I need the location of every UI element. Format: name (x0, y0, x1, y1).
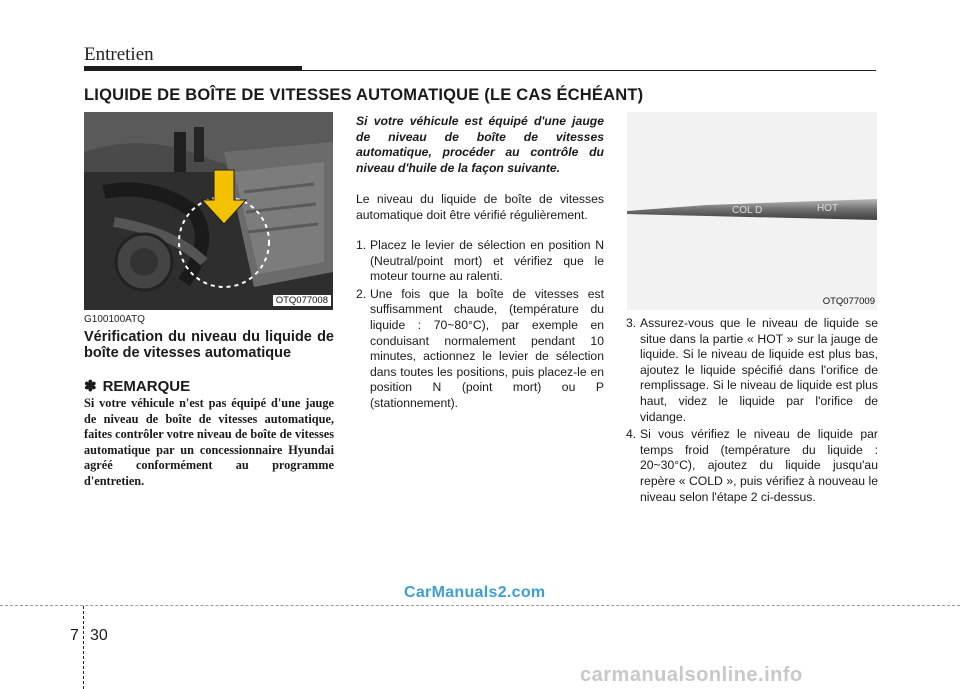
footer-divider (0, 605, 960, 606)
step-number: 2. (356, 286, 367, 301)
note-body: Si votre véhicule n'est pas équipé d'une jauge de niveau de boîte de vitesses automatique, faites contrôler votre niveau de boîte de vitesses automatique par un concessionnaire Hyundai agréé conformément au programme d'entretien. (84, 396, 334, 488)
steps-list-1 (356, 238, 604, 414)
subheading: Vérification du niveau du liquide de boîte de vitesses automatique (84, 329, 334, 361)
list-item (626, 427, 878, 505)
step-text: Assurez-vous que le niveau de liquide se situe dans la partie « HOT » sur la jauge de liquide. Si le niveau de liquide est plus bas, ajoutez le liquide spécifié dans l'orifice de remplissage. Si le niveau de liquide est plus haut, videz le liquide par l'orifice de vidange. (640, 316, 878, 424)
chapter-number: 7 (70, 627, 79, 644)
footer-watermark: carmanualsonline.info (580, 664, 803, 686)
photo-caption-wrap (84, 295, 333, 309)
body-paragraph: Le niveau du liquide de boîte de vitesses automatique doit être vérifié régulièrement. (356, 192, 604, 222)
step-text: Si vous vérifiez le niveau de liquide par temps froid (température du liquide : 20~30°C), ajoutez du liquide jusqu'au repère « COLD », puis vérifiez à nouveau le niveau selon l'étape 2 ci-dessus. (640, 427, 878, 504)
dipstick-drawing (627, 112, 877, 310)
list-item (626, 316, 878, 425)
photo-caption: OTQ077008 (273, 295, 331, 306)
dipstick-hot-label: HOT (817, 203, 839, 214)
step-number: 4. (626, 427, 637, 442)
page-number: 30 (90, 627, 108, 644)
header-bar (84, 66, 302, 71)
engine-bay-illustration (84, 112, 333, 310)
list-item (356, 238, 604, 285)
step-text: Placez le levier de sélection en position N (Neutral/point mort) et vérifiez que le moteur tourne au ralenti. (370, 238, 604, 284)
intro-paragraph: Si votre véhicule est équipé d'une jauge de niveau de boîte de vitesses automatique, procéder au contrôle du niveau d'huile de la façon suivante. (356, 114, 604, 175)
dipstick-illustration (627, 112, 877, 310)
step-number: 3. (626, 316, 637, 330)
dipstick-caption: OTQ077009 (822, 296, 875, 307)
chapter-title: Entretien (84, 44, 154, 65)
header-rule (302, 70, 876, 71)
dipstick-cold-label: COL D (732, 205, 763, 216)
section-title: LIQUIDE DE BOÎTE DE VITESSES AUTOMATIQUE (LE CAS ÉCHÉANT) (84, 86, 644, 104)
note-heading (84, 377, 190, 395)
note-star-icon: ✽ (84, 378, 97, 395)
page-number-divider (83, 606, 84, 689)
steps-list-2 (626, 316, 878, 507)
note-heading-label: REMARQUE (102, 378, 191, 395)
step-text: Une fois que la boîte de vitesses est suffisamment chaude, (température du liquide : 70~80°C), par exemple en conduisant normalement pendant 10 minutes, actionnez le levier de sélection dans toutes les positions, puis placez-le en position N (point mort) ou P (stationnement). (370, 286, 604, 410)
watermark-link[interactable]: CarManuals2.com (404, 584, 546, 601)
engine-bay-photo (84, 112, 333, 310)
document-code: G100100ATQ (84, 314, 145, 325)
step-number: 1. (356, 238, 367, 252)
list-item (356, 287, 604, 412)
